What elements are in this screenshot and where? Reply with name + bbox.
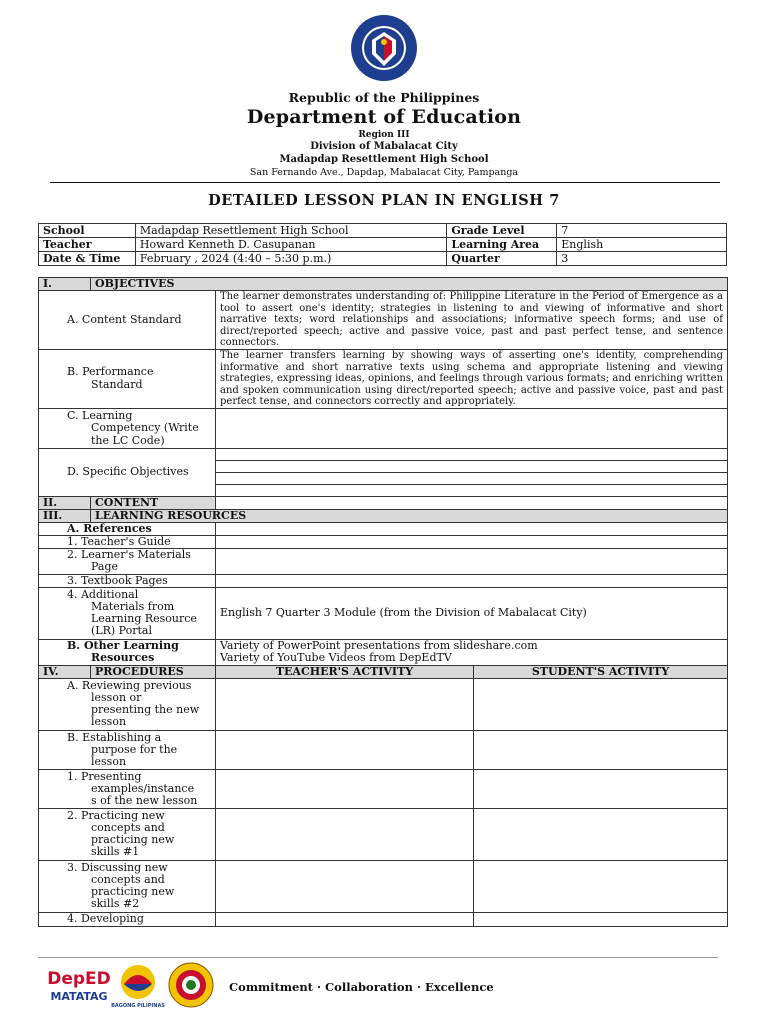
student-activity-cell[interactable]: [474, 860, 728, 912]
textbook-pages-value[interactable]: [216, 574, 728, 587]
grade-label: Grade Level: [447, 224, 557, 238]
additional-materials-line: 4. Additional: [67, 588, 139, 602]
additional-materials-line: Materials from: [91, 600, 175, 614]
additional-materials-line: Learning Resource: [91, 612, 197, 626]
deped-matatag-logo: [44, 962, 114, 1010]
procedure-label-line: lesson or: [91, 691, 142, 705]
learners-materials-label: [39, 548, 216, 574]
procedure-label-line: B. Establishing a: [67, 730, 162, 744]
school-label: School: [39, 224, 136, 238]
procedure-label-line: A. Reviewing previous: [67, 679, 192, 693]
specific-objective-row[interactable]: [216, 484, 728, 496]
teacher-activity-header: TEACHER'S ACTIVITY: [216, 665, 474, 678]
procedure-label-line: 1. Presenting: [67, 769, 142, 783]
procedure-label: [39, 808, 216, 860]
student-activity-cell[interactable]: [474, 769, 728, 808]
objectives-num: I.: [39, 278, 91, 291]
bagong-pilipinas-logo: [111, 962, 165, 1010]
teacher-value: Howard Kenneth D. Casupanan: [135, 238, 446, 252]
procedure-label: [39, 912, 216, 926]
procedure-label-line: skills #1: [91, 845, 140, 859]
learners-materials-value[interactable]: [216, 548, 728, 574]
procedure-label-line: 4. Developing: [67, 912, 144, 926]
specific-objectives-label: D. Specific Objectives: [39, 448, 216, 496]
other-resource-item: Variety of PowerPoint presentations from slideshare.com: [220, 639, 538, 653]
competency-label: [39, 408, 216, 448]
teachers-guide-value[interactable]: [216, 535, 728, 548]
additional-materials-label: [39, 587, 216, 639]
footer-divider: [38, 957, 718, 958]
competency-label-line: the LC Code): [91, 433, 165, 447]
header-divider: [50, 182, 720, 183]
procedure-label-line: 2. Practicing new: [67, 809, 165, 823]
other-resource-item: Variety of YouTube Videos from DepEdTV: [220, 651, 452, 665]
deped-seal-logo: [350, 14, 418, 82]
student-activity-header: STUDENT'S ACTIVITY: [474, 665, 728, 678]
region-line: Region III: [358, 130, 410, 140]
content-standard-label: A. Content Standard: [39, 291, 216, 350]
references-value[interactable]: [216, 522, 728, 535]
procedure-label-line: lesson: [91, 715, 127, 729]
procedure-label-line: 3. Discussing new: [67, 861, 168, 875]
document-title: DETAILED LESSON PLAN IN ENGLISH 7: [208, 192, 560, 209]
student-activity-cell[interactable]: [474, 912, 728, 926]
procedure-label-line: examples/instance: [91, 781, 195, 795]
date-label: Date & Time: [39, 252, 136, 266]
procedure-label: [39, 860, 216, 912]
competency-value[interactable]: [216, 408, 728, 448]
matatag-logo-text: MATATAG: [50, 990, 108, 1003]
learners-materials-line: 2. Learner's Materials: [67, 548, 191, 562]
quarter-value: 3: [557, 252, 727, 266]
other-resources-label: [39, 639, 216, 665]
references-label: A. References: [39, 522, 216, 535]
specific-objective-row[interactable]: [216, 472, 728, 484]
teacher-activity-cell[interactable]: [216, 860, 474, 912]
procedure-label-line: presenting the new: [91, 703, 200, 717]
procedure-label-line: practicing new: [91, 833, 175, 847]
resources-num: III.: [39, 509, 91, 522]
additional-materials-value: English 7 Quarter 3 Module (from the Division of Mabalacat City): [216, 587, 728, 639]
area-value: English: [557, 238, 727, 252]
procedure-label-line: concepts and: [91, 821, 165, 835]
procedure-label-line: concepts and: [91, 873, 165, 887]
procedure-label: [39, 678, 216, 730]
teacher-activity-cell[interactable]: [216, 808, 474, 860]
teacher-activity-cell[interactable]: [216, 912, 474, 926]
quarter-label: Quarter: [447, 252, 557, 266]
address-line: San Fernando Ave., Dapdap, Mabalacat City, Pampanga: [249, 167, 519, 178]
content-standard-text: The learner demonstrates understanding of: Philippine Literature in the Period of Emergence as a tool to assert one's identity; strategies in listening to and viewing of informative and short narrative texts; word relationships and associations; informative speech forms; and use of direct/reported speech; active and passive voice, past and past perfect tense, and sentence connectors.: [216, 291, 728, 350]
specific-objective-row[interactable]: [216, 460, 728, 472]
procedure-label: [39, 730, 216, 769]
grade-value: 7: [557, 224, 727, 238]
additional-materials-line: (LR) Portal: [91, 624, 152, 638]
student-activity-cell[interactable]: [474, 808, 728, 860]
content-heading: CONTENT: [91, 496, 216, 509]
other-resources-line: Resources: [91, 651, 155, 665]
area-label: Learning Area: [447, 238, 557, 252]
specific-objective-row[interactable]: [216, 448, 728, 460]
performance-standard-label: [39, 349, 216, 408]
other-resources-value: [216, 639, 728, 665]
footer-motto: Commitment · Collaboration · Excellence: [229, 980, 494, 994]
procedure-label-line: practicing new: [91, 885, 175, 899]
division-line: Division of Mabalacat City: [310, 141, 458, 152]
textbook-pages-label: 3. Textbook Pages: [39, 574, 216, 587]
teacher-activity-cell[interactable]: [216, 678, 474, 730]
teachers-guide-label: 1. Teacher's Guide: [39, 535, 216, 548]
bagong-pilipinas-logo-text: BAGONG PILIPINAS: [111, 1003, 165, 1009]
school-value: Madapdap Resettlement High School: [135, 224, 446, 238]
content-value[interactable]: [216, 496, 728, 509]
teacher-activity-cell[interactable]: [216, 730, 474, 769]
procedure-label-line: s of the new lesson: [91, 793, 198, 807]
deped-logo-text: DepED: [47, 969, 111, 989]
procedures-heading: PROCEDURES: [91, 665, 216, 678]
lesson-plan-table: [38, 277, 728, 927]
objectives-heading: OBJECTIVES: [91, 278, 728, 291]
school-logo: [168, 962, 214, 1008]
procedure-label-line: lesson: [91, 754, 127, 768]
resources-heading: LEARNING RESOURCES: [91, 509, 728, 522]
procedure-label-line: purpose for the: [91, 742, 178, 756]
republic-line: Republic of the Philippines: [288, 90, 480, 105]
other-resources-line: B. Other Learning: [67, 639, 179, 653]
student-activity-cell[interactable]: [474, 678, 728, 730]
department-name: Department of Education: [246, 106, 522, 128]
competency-label-line: Competency (Write: [91, 421, 199, 435]
learners-materials-line: Page: [91, 560, 119, 574]
content-num: II.: [39, 496, 91, 509]
school-line: Madapdap Resettlement High School: [279, 154, 489, 165]
competency-label-line: C. Learning: [67, 408, 133, 422]
procedure-label: [39, 769, 216, 808]
info-table: [38, 223, 727, 266]
student-activity-cell[interactable]: [474, 730, 728, 769]
performance-label-line: B. Performance: [67, 365, 154, 379]
procedures-num: IV.: [39, 665, 91, 678]
performance-label-line: Standard: [91, 377, 143, 391]
date-value: February , 2024 (4:40 – 5:30 p.m.): [135, 252, 446, 266]
teacher-label: Teacher: [39, 238, 136, 252]
teacher-activity-cell[interactable]: [216, 769, 474, 808]
performance-standard-text: The learner transfers learning by showing ways of asserting one's identity, comprehending informative and short narrative texts using schema and appropriate listening and viewing strategies, expressing ideas, opinions, and feelings through various formats; and enriching written and spoken communication using direct/reported speech; active and passive voice, past and past perfect tense, and connectors correctly and appropriately.: [216, 349, 728, 408]
procedure-label-line: skills #2: [91, 897, 140, 911]
